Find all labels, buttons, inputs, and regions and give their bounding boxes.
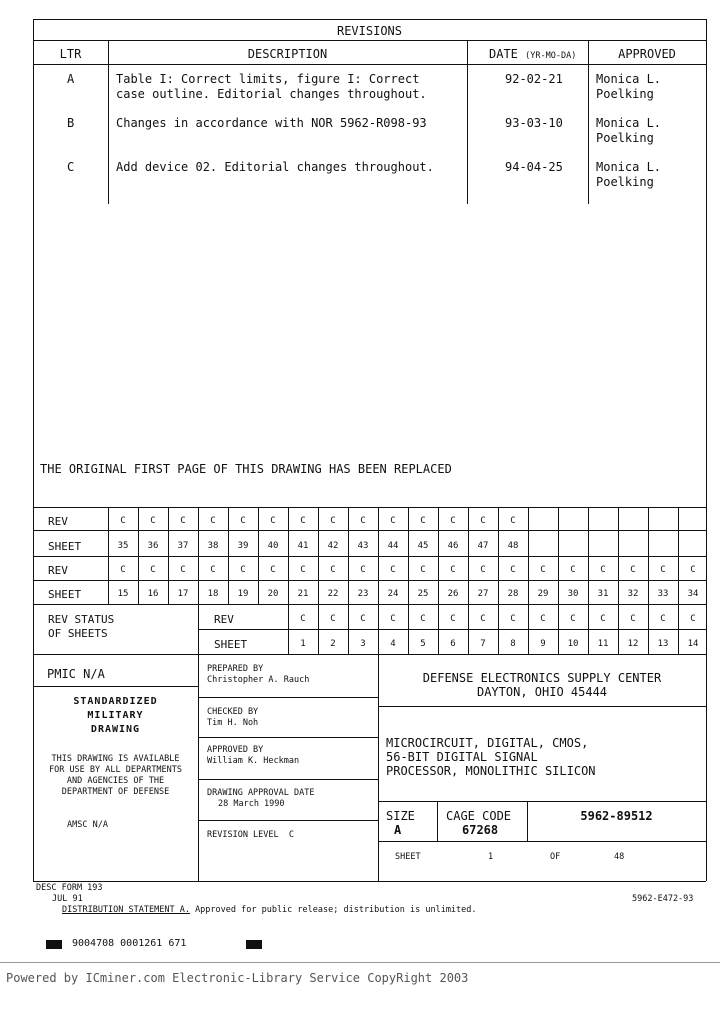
sheet-cell: 41 — [297, 541, 309, 551]
rev-cell: C — [660, 565, 666, 575]
rev-label-row1: REV — [48, 515, 68, 528]
rev-status-label-1: REV STATUS — [48, 613, 115, 626]
sheet-cell: 3 — [360, 639, 366, 649]
rev-cell: C — [390, 614, 396, 624]
sheet-cell: 40 — [267, 541, 279, 551]
rev-status-label-2: OF SHEETS — [48, 627, 108, 640]
rev-cell: C — [300, 516, 306, 526]
sheet-cell: 27 — [477, 589, 489, 599]
availability-line2: FOR USE BY ALL DEPARTMENTS — [48, 765, 183, 775]
sheet-cell: 5 — [420, 639, 426, 649]
rev-cell: C — [450, 565, 456, 575]
sheet-cell: 36 — [147, 541, 159, 551]
sheet-cell: 23 — [357, 589, 369, 599]
revision-date: 92-02-21 — [505, 72, 563, 86]
approval-date: 28 March 1990 — [218, 799, 285, 809]
sheet-cell: 37 — [177, 541, 189, 551]
sheet-cell: 4 — [390, 639, 396, 649]
revision-approver-line1: Monica L. — [596, 160, 662, 174]
rev-cell: C — [420, 565, 426, 575]
title-line1: MICROCIRCUIT, DIGITAL, CMOS, — [386, 736, 589, 750]
revision-desc-line1: Changes in accordance with NOR 5962-R098-93 — [116, 116, 427, 130]
pmic-label: PMIC N/A — [47, 667, 105, 681]
size-value: A — [394, 823, 402, 837]
rev-cell: C — [510, 614, 516, 624]
std-title-line1: STANDARDIZED — [73, 696, 158, 707]
sheet-cell: 6 — [450, 639, 456, 649]
sheet-cell: 35 — [117, 541, 129, 551]
rev-cell: C — [150, 516, 156, 526]
sheet-cell: 14 — [687, 639, 699, 649]
sheet-total: 48 — [614, 852, 625, 862]
sheet-label-row1: SHEET — [48, 540, 82, 553]
form-date: JUL 91 — [52, 894, 83, 904]
revision-ltr: B — [67, 116, 75, 130]
rev-cell: C — [690, 565, 696, 575]
std-title-line2: MILITARY — [87, 710, 144, 721]
sheet-cell: 13 — [657, 639, 669, 649]
revisions-title: REVISIONS — [336, 24, 403, 38]
rev-cell: C — [450, 516, 456, 526]
sheet-cell: 30 — [567, 589, 579, 599]
sheet-cell: 12 — [627, 639, 639, 649]
sheet-cell: 21 — [297, 589, 309, 599]
revision-approver-line2: Poelking — [596, 87, 654, 101]
rev-cell: C — [330, 614, 336, 624]
rev-cell: C — [240, 565, 246, 575]
distribution-statement: DISTRIBUTION STATEMENT A. Approved for public release; distribution is unlimited. — [62, 905, 477, 915]
rev-cell: C — [180, 516, 186, 526]
barcode-block-left — [46, 940, 62, 949]
sheet-cell: 39 — [237, 541, 249, 551]
std-title-line3: DRAWING — [90, 724, 141, 735]
checked-label: CHECKED BY — [207, 707, 259, 717]
header-description: DESCRIPTION — [247, 47, 328, 61]
rev-cell: C — [420, 516, 426, 526]
availability-line1: THIS DRAWING IS AVAILABLE — [51, 754, 180, 764]
rev-cell: C — [300, 565, 306, 575]
rev-cell: C — [150, 565, 156, 575]
rev-cell: C — [510, 516, 516, 526]
header-date: DATE (YR-MO-DA) — [489, 47, 577, 61]
header-ltr: LTR — [59, 47, 82, 61]
rev-cell: C — [570, 614, 576, 624]
size-label: SIZE — [386, 809, 415, 823]
sheet-cell: 29 — [537, 589, 549, 599]
rev-cell: C — [270, 565, 276, 575]
rev-cell: C — [360, 516, 366, 526]
sheet-cell: 2 — [330, 639, 336, 649]
rev-cell: C — [120, 565, 126, 575]
sheet-of-label: OF — [550, 852, 561, 862]
rev-cell: C — [210, 565, 216, 575]
sheet-cell: 8 — [510, 639, 516, 649]
rev-cell: C — [540, 565, 546, 575]
agency-line2: DAYTON, OHIO 45444 — [476, 685, 608, 699]
form-code: 5962-E472-93 — [632, 894, 694, 904]
rev-cell: C — [360, 565, 366, 575]
sheet-cell: 33 — [657, 589, 669, 599]
sheet-cell: 48 — [507, 541, 519, 551]
rev-cell: C — [690, 614, 696, 624]
sheet-cell: 26 — [447, 589, 459, 599]
header-approved: APPROVED — [618, 47, 676, 61]
rev-cell: C — [450, 614, 456, 624]
sheet-cell: 28 — [507, 589, 519, 599]
rev-cell: C — [390, 565, 396, 575]
amsc-label: AMSC N/A — [67, 820, 108, 830]
sheet-cell: 32 — [627, 589, 639, 599]
rev-cell: C — [180, 565, 186, 575]
revision-desc-line1: Table I: Correct limits, figure I: Correct — [116, 72, 420, 86]
rev-cell: C — [420, 614, 426, 624]
sheet-number: 1 — [488, 852, 494, 862]
sheet-cell: 18 — [207, 589, 219, 599]
sheet-cell: 43 — [357, 541, 369, 551]
title-line2: 56-BIT DIGITAL SIGNAL — [386, 750, 538, 764]
sheet-cell: 38 — [207, 541, 219, 551]
rev-cell: C — [600, 614, 606, 624]
rev-cell: C — [330, 516, 336, 526]
rev-cell: C — [480, 516, 486, 526]
cage-code-value: 67268 — [462, 823, 499, 837]
sheet-cell: 17 — [177, 589, 189, 599]
revision-desc-line2: case outline. Editorial changes throughout. — [116, 87, 427, 101]
cage-code-label: CAGE CODE — [446, 809, 512, 823]
prepared-label: PREPARED BY — [207, 664, 264, 674]
title-line3: PROCESSOR, MONOLITHIC SILICON — [386, 764, 596, 778]
sheet-cell: 46 — [447, 541, 459, 551]
rev-cell: C — [240, 516, 246, 526]
sheet-label-row2: SHEET — [48, 588, 82, 601]
revision-ltr: C — [67, 160, 75, 174]
drawing-number: 5962-89512 — [580, 809, 653, 823]
approved-name: William K. Heckman — [207, 756, 300, 766]
rev-cell: C — [360, 614, 366, 624]
sheet-cell: 20 — [267, 589, 279, 599]
revision-ltr: A — [67, 72, 75, 86]
sheet-cell: 16 — [147, 589, 159, 599]
rev-cell: C — [600, 565, 606, 575]
approved-label: APPROVED BY — [207, 745, 264, 755]
sheet-cell: 11 — [597, 639, 609, 649]
rev-cell: C — [300, 614, 306, 624]
sheet-label: SHEET — [395, 852, 421, 862]
sheet-cell: 45 — [417, 541, 429, 551]
checked-name: Tim H. Noh — [207, 718, 259, 728]
availability-line3: AND AGENCIES OF THE — [66, 776, 165, 786]
rev-cell: C — [390, 516, 396, 526]
rev-cell: C — [210, 516, 216, 526]
sheet-cell: 25 — [417, 589, 429, 599]
form-number: DESC FORM 193 — [36, 883, 103, 893]
sheet-cell: 47 — [477, 541, 489, 551]
revision-level: REVISION LEVEL C — [207, 830, 295, 840]
revision-date: 93-03-10 — [505, 116, 563, 130]
sheet-cell: 31 — [597, 589, 609, 599]
revision-desc-line1: Add device 02. Editorial changes throughout. — [116, 160, 434, 174]
sheet-cell: 7 — [480, 639, 486, 649]
approval-date-label: DRAWING APPROVAL DATE — [207, 788, 315, 798]
sheet-cell: 1 — [300, 639, 306, 649]
barcode-text: 9004708 0001261 671 — [72, 938, 187, 949]
rev-label-row2: REV — [48, 564, 68, 577]
sheet-cell: 44 — [387, 541, 399, 551]
sheet-cell: 22 — [327, 589, 339, 599]
prepared-name: Christopher A. Rauch — [207, 675, 310, 685]
sheet-cell: 42 — [327, 541, 339, 551]
rev-cell: C — [660, 614, 666, 624]
sheet-cell: 24 — [387, 589, 399, 599]
rev-cell: C — [480, 565, 486, 575]
availability-line4: DEPARTMENT OF DEFENSE — [61, 787, 170, 797]
rev-cell: C — [270, 516, 276, 526]
rev-cell: C — [630, 565, 636, 575]
revision-date: 94-04-25 — [505, 160, 563, 174]
rev-cell: C — [570, 565, 576, 575]
sheet-cell: 19 — [237, 589, 249, 599]
rev-cell: C — [630, 614, 636, 624]
sheet-cell: 9 — [540, 639, 546, 649]
powered-by: Powered by ICminer.com Electronic-Library Service CopyRight 2003 — [6, 971, 469, 985]
revision-approver-line1: Monica L. — [596, 116, 662, 130]
barcode-block-right — [246, 940, 262, 949]
rev-label-row3: REV — [214, 613, 234, 626]
agency-line1: DEFENSE ELECTRONICS SUPPLY CENTER — [422, 671, 662, 685]
rev-cell: C — [120, 516, 126, 526]
revision-approver-line2: Poelking — [596, 175, 654, 189]
rev-cell: C — [510, 565, 516, 575]
sheet-cell: 10 — [567, 639, 579, 649]
rev-cell: C — [330, 565, 336, 575]
sheet-label-row3: SHEET — [214, 638, 248, 651]
sheet-cell: 34 — [687, 589, 699, 599]
rev-cell: C — [480, 614, 486, 624]
revision-approver-line1: Monica L. — [596, 72, 662, 86]
revision-approver-line2: Poelking — [596, 131, 654, 145]
rev-cell: C — [540, 614, 546, 624]
replaced-note: THE ORIGINAL FIRST PAGE OF THIS DRAWING HAS BEEN REPLACED — [40, 462, 452, 476]
sheet-cell: 15 — [117, 589, 129, 599]
